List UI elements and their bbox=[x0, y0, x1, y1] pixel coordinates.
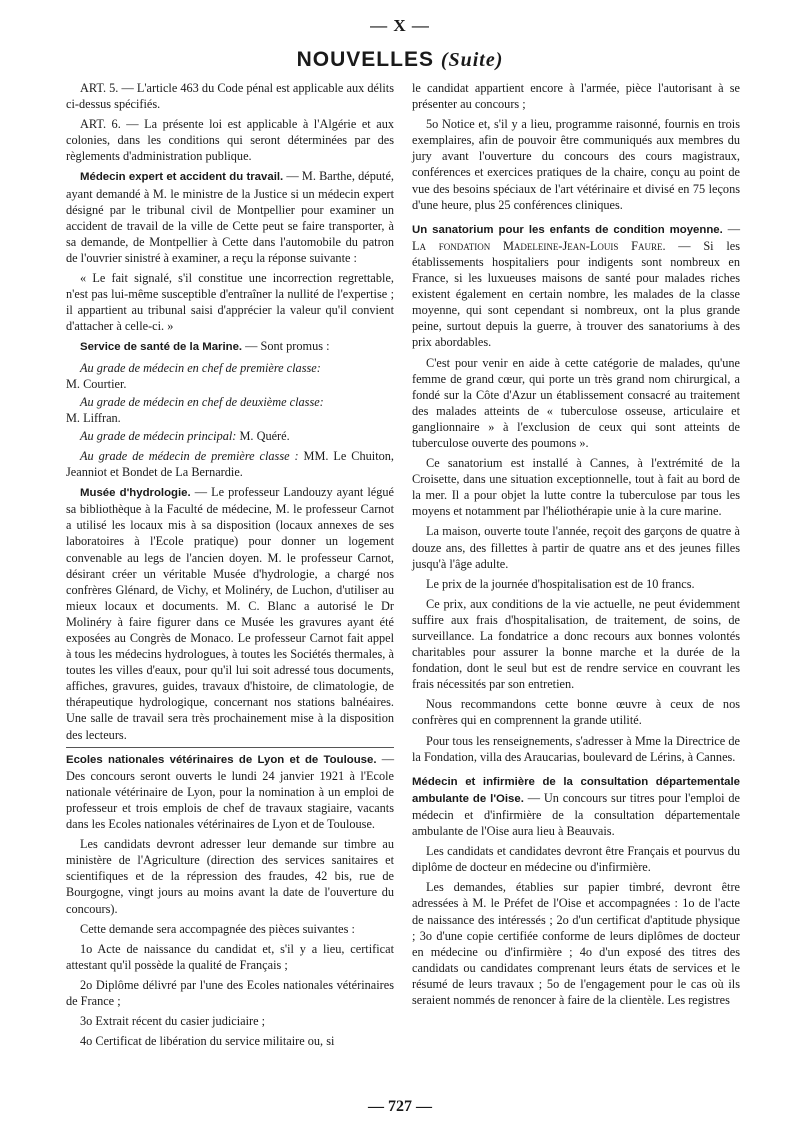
sanatorium-p6: Ce prix, aux conditions de la vie actuelle, ne peut évidemment suffire aux frais d'hospitalisation, de traitement, de soins, de surveillance. La fondatrice a donc recours aux bonnes volontés charitables pour assurer la bonne marche et la durée de la fondation, dont le seul but est de rendre service en couvrant les frais nécessités par son entretien. bbox=[412, 596, 740, 692]
ecoles-text: — Des concours seront ouverts le lundi 24 janvier 1921 à l'Ecole nationale vétérinaire de Lyon, pour la nomination à un emploi de professeur et trois emplois de chef de travaux stagiaire, vacants dans les Ecoles nationales vétérinaires de Lyon et de Toulouse. bbox=[66, 751, 394, 832]
medecin-expert-paragraph bbox=[66, 168, 394, 266]
grade-1-name: M. Courtier. bbox=[66, 376, 127, 391]
piece-2: 2o Diplôme délivré par l'une des Ecoles nationales vétérinaires de France ; bbox=[66, 977, 394, 1008]
sanatorium-heading: Un sanatorium pour les enfants de condition moyenne. bbox=[412, 223, 723, 236]
fondation-subheading: — La fondation Madeleine-Jean-Louis Faure. — bbox=[412, 221, 740, 253]
grade-2: Au grade de médecin en chef de deuxième classe: bbox=[80, 394, 324, 409]
right-column bbox=[412, 80, 740, 1012]
ecoles-paragraph bbox=[66, 751, 394, 832]
ecoles-pieces: Cette demande sera accompagnée des pièces suivantes : bbox=[80, 921, 355, 936]
sanatorium-p5: Le prix de la journée d'hospitalisation est de 10 francs. bbox=[426, 576, 695, 591]
service-sante-text: — Sont promus : bbox=[242, 339, 330, 354]
oise-text: — Un concours sur titres pour l'emploi de médecin et d'infirmière de la consultation départementale ambulante de l'Oise aura lieu à Beauvais. bbox=[412, 790, 740, 839]
oise-p2: Les candidats et candidates devront être Français et pourvus du diplôme de docteur en médecine ou d'infirmière. bbox=[412, 844, 740, 875]
grade-4-name: MM. Le Chuiton, Jeanniot et Bondet de La Bernardie. bbox=[66, 448, 394, 480]
page-number: — 727 — bbox=[368, 1098, 432, 1115]
grade-3-name: M. Quéré. bbox=[236, 428, 290, 443]
sanatorium-p2: C'est pour venir en aide à cette catégorie de malades, qu'une femme de grand cœur, qui porte un très grand nom chirurgical, a fondé sur la Côte d'Azur un établissement consacré au traitement des malades atteints de « tuberculose osseuse, articulaire et ganglionnaire » à l'exclusion de ceux qui sont atteints de tuberculose ouverte des poumons ». bbox=[412, 355, 740, 450]
ecoles-heading: Ecoles nationales vétérinaires de Lyon et de Toulouse. bbox=[66, 753, 377, 766]
musee-heading: Musée d'hydrologie. bbox=[80, 487, 191, 500]
sanatorium-p8: Pour tous les renseignements, s'adresser à Mme la Directrice de la Fondation, villa des Araucarias, boulevard de Lérins, à Cannes. bbox=[412, 733, 740, 764]
piece-5: 5o Notice et, s'il y a lieu, programme raisonné, fournis en trois exemplaires, afin de pouvoir être communiqués aux membres du jury avant l'ouverture du concours des cours magistraux, conférences et exercices pratiques de la chaire, conçu au point de vue des besoins spéciaux de l'art vétérinaire et divisé en 75 leçons d'une heure, plus 25 conférences cliniques. bbox=[412, 117, 740, 212]
musee-paragraph bbox=[66, 484, 394, 743]
sanatorium-p3: Ce sanatorium est installé à Cannes, à l'extrémité de la Croisette, dans une situation exceptionnelle, tout à fait au bord de la mer. Il a pour objet la lutte contre la tuberculose par tous les moyens et notamment par l'héliothérapie unie à la cure marine. bbox=[412, 456, 740, 519]
piece-4: 4o Certificat de libération du service militaire ou, si bbox=[80, 1034, 335, 1049]
section-title-text: NOUVELLES bbox=[296, 48, 434, 71]
oise-heading: Médecin et infirmière de la consultation départementale ambulante de l'Oise. bbox=[412, 775, 740, 805]
reponse-quote: « Le fait signalé, s'il constitue une incorrection regrettable, n'est pas lui-même susceptible d'entraîner la nullité de l'expertise ; il appartient au tribunal saisi d'apprécier la valeur qu'il convient d'attacher à celle-ci. » bbox=[66, 271, 394, 334]
section-title-suffix: (Suite) bbox=[440, 49, 504, 71]
ecoles-candidats: Les candidats devront adresser leur demande sur timbre au ministère de l'Agriculture (direction des services sanitaires et scientifiques et de la répression des fraudes, 42 bis, rue de Bourgogne, vingt jours au moins avant la date de l'ouverture du concours). bbox=[66, 837, 394, 916]
piece-3: 3o Extrait récent du casier judiciaire ; bbox=[80, 1014, 266, 1029]
section-divider bbox=[66, 747, 394, 748]
medecin-expert-text: — M. Barthe, député, ayant demandé à M. le ministre de la Justice si un médecin expert désigné par le tribunal civil de Montpellier pour examiner un accident de travail de la ville de Cette peut se faire transporter, à sa demande, de Montpellier à Cette dans l'automobile du patron de l'ouvrier sinistré à examiner, a reçu la réponse suivante : bbox=[66, 169, 394, 265]
article-6: ART. 6. — La présente loi est applicable à l'Algérie et aux colonies, dans les conditions qui seront déterminées par des règlements d'administration publique. bbox=[66, 117, 394, 164]
service-sante-paragraph bbox=[66, 338, 394, 355]
grade-4-line bbox=[66, 448, 394, 480]
page-roman-number: — X — bbox=[370, 16, 430, 35]
grade-1: Au grade de médecin en chef de première classe: bbox=[80, 360, 321, 375]
piece-1: 1o Acte de naissance du candidat et, s'il y a lieu, certificat attestant qu'il possède la qualité de Français ; bbox=[66, 941, 394, 972]
left-column bbox=[66, 80, 394, 1053]
sanatorium-p7: Nous recommandons cette bonne œuvre à ceux de nos confrères qui en comprennent la grande utilité. bbox=[412, 697, 740, 728]
medecin-expert-heading: Médecin expert et accident du travail. bbox=[80, 171, 284, 184]
service-sante-heading: Service de santé de la Marine. bbox=[80, 341, 243, 354]
sanatorium-heading-line bbox=[412, 221, 740, 351]
section-title bbox=[0, 48, 800, 72]
piece-4-continued: le candidat appartient encore à l'armée, pièce l'autorisant à se présenter au concours ; bbox=[412, 81, 740, 112]
grade-2-name: M. Liffran. bbox=[66, 410, 121, 425]
oise-p3: Les demandes, établies sur papier timbré, devront être adressées à M. le Préfet de l'Oise et accompagnées : 1o de l'acte de naissance des intéressés ; 2o d'un certificat d'aptitude physique ; 3o d'une copie certifiée conforme de leurs diplômes de docteur en médecine ou d'infirmière ; 4o d'un exposé des titres des candidats ou candidates comprenant leurs états de services et le résumé de leurs travaux ; 5o de l'engagement pour le cas où ils seraient nommés de renoncer à faire de la clientèle. Les registres bbox=[412, 880, 740, 1007]
grade-3-line bbox=[66, 428, 394, 444]
article-5: ART. 5. — L'article 463 du Code pénal est applicable aux délits ci-dessus spécifiés. bbox=[66, 81, 394, 112]
sanatorium-intro: Si les établissements hospitaliers pour indigents sont nombreux en France, si les luxueuses maisons de santé pour malades riches existent également en certain nombre, les malades de la classe moyenne, qui sont cependant si nombreux, ont la plus grande peine, surtout depuis la guerre, à trouver des sanatoriums à des prix abordables. bbox=[412, 238, 740, 350]
sanatorium-p4: La maison, ouverte toute l'année, reçoit des garçons de quatre à douze ans, des fillettes à partir de quatre ans et des jeunes filles jusqu'à l'âge adulte. bbox=[412, 524, 740, 571]
musee-text: — Le professeur Landouzy ayant légué sa bibliothèque à la Faculté de médecine, M. le professeur Carnot a utilisé les locaux mis à sa disposition (locaux annexes de ses laboratoires à l'Ecole pratique) pour donner un logement convenable au legs de l'ancien doyen. M. le professeur Carnot, désirant créer un véritable Musée d'hydrologie, a chargé nos confrères Glénard, de Vichy, et Molinéry, de Luchon, d'utiliser au mieux locaux et documents. M. C. Blanc a autorisé le Dr Molinéry à faire figurer dans ce Musée les gravures ayant été exposées au Congrès de Monaco. Le professeur Carnot fait appel à tous les médecins hydrologues, à toutes les Sociétés thermales, à toutes les villes d'eaux, pour qu'il lui soit adressé tous documents, affiches, gravures, guides, travaux d'histoire, de climatologie, de thérapeutique hydrologique, concernant nos stations balnéaires. Une salle de travail sera très prochainement mise à la disposition des lecteurs. bbox=[66, 485, 395, 742]
oise-paragraph bbox=[412, 773, 740, 839]
grade-3: Au grade de médecin principal: bbox=[80, 428, 237, 443]
grade-4: Au grade de médecin de première classe : bbox=[80, 448, 299, 463]
